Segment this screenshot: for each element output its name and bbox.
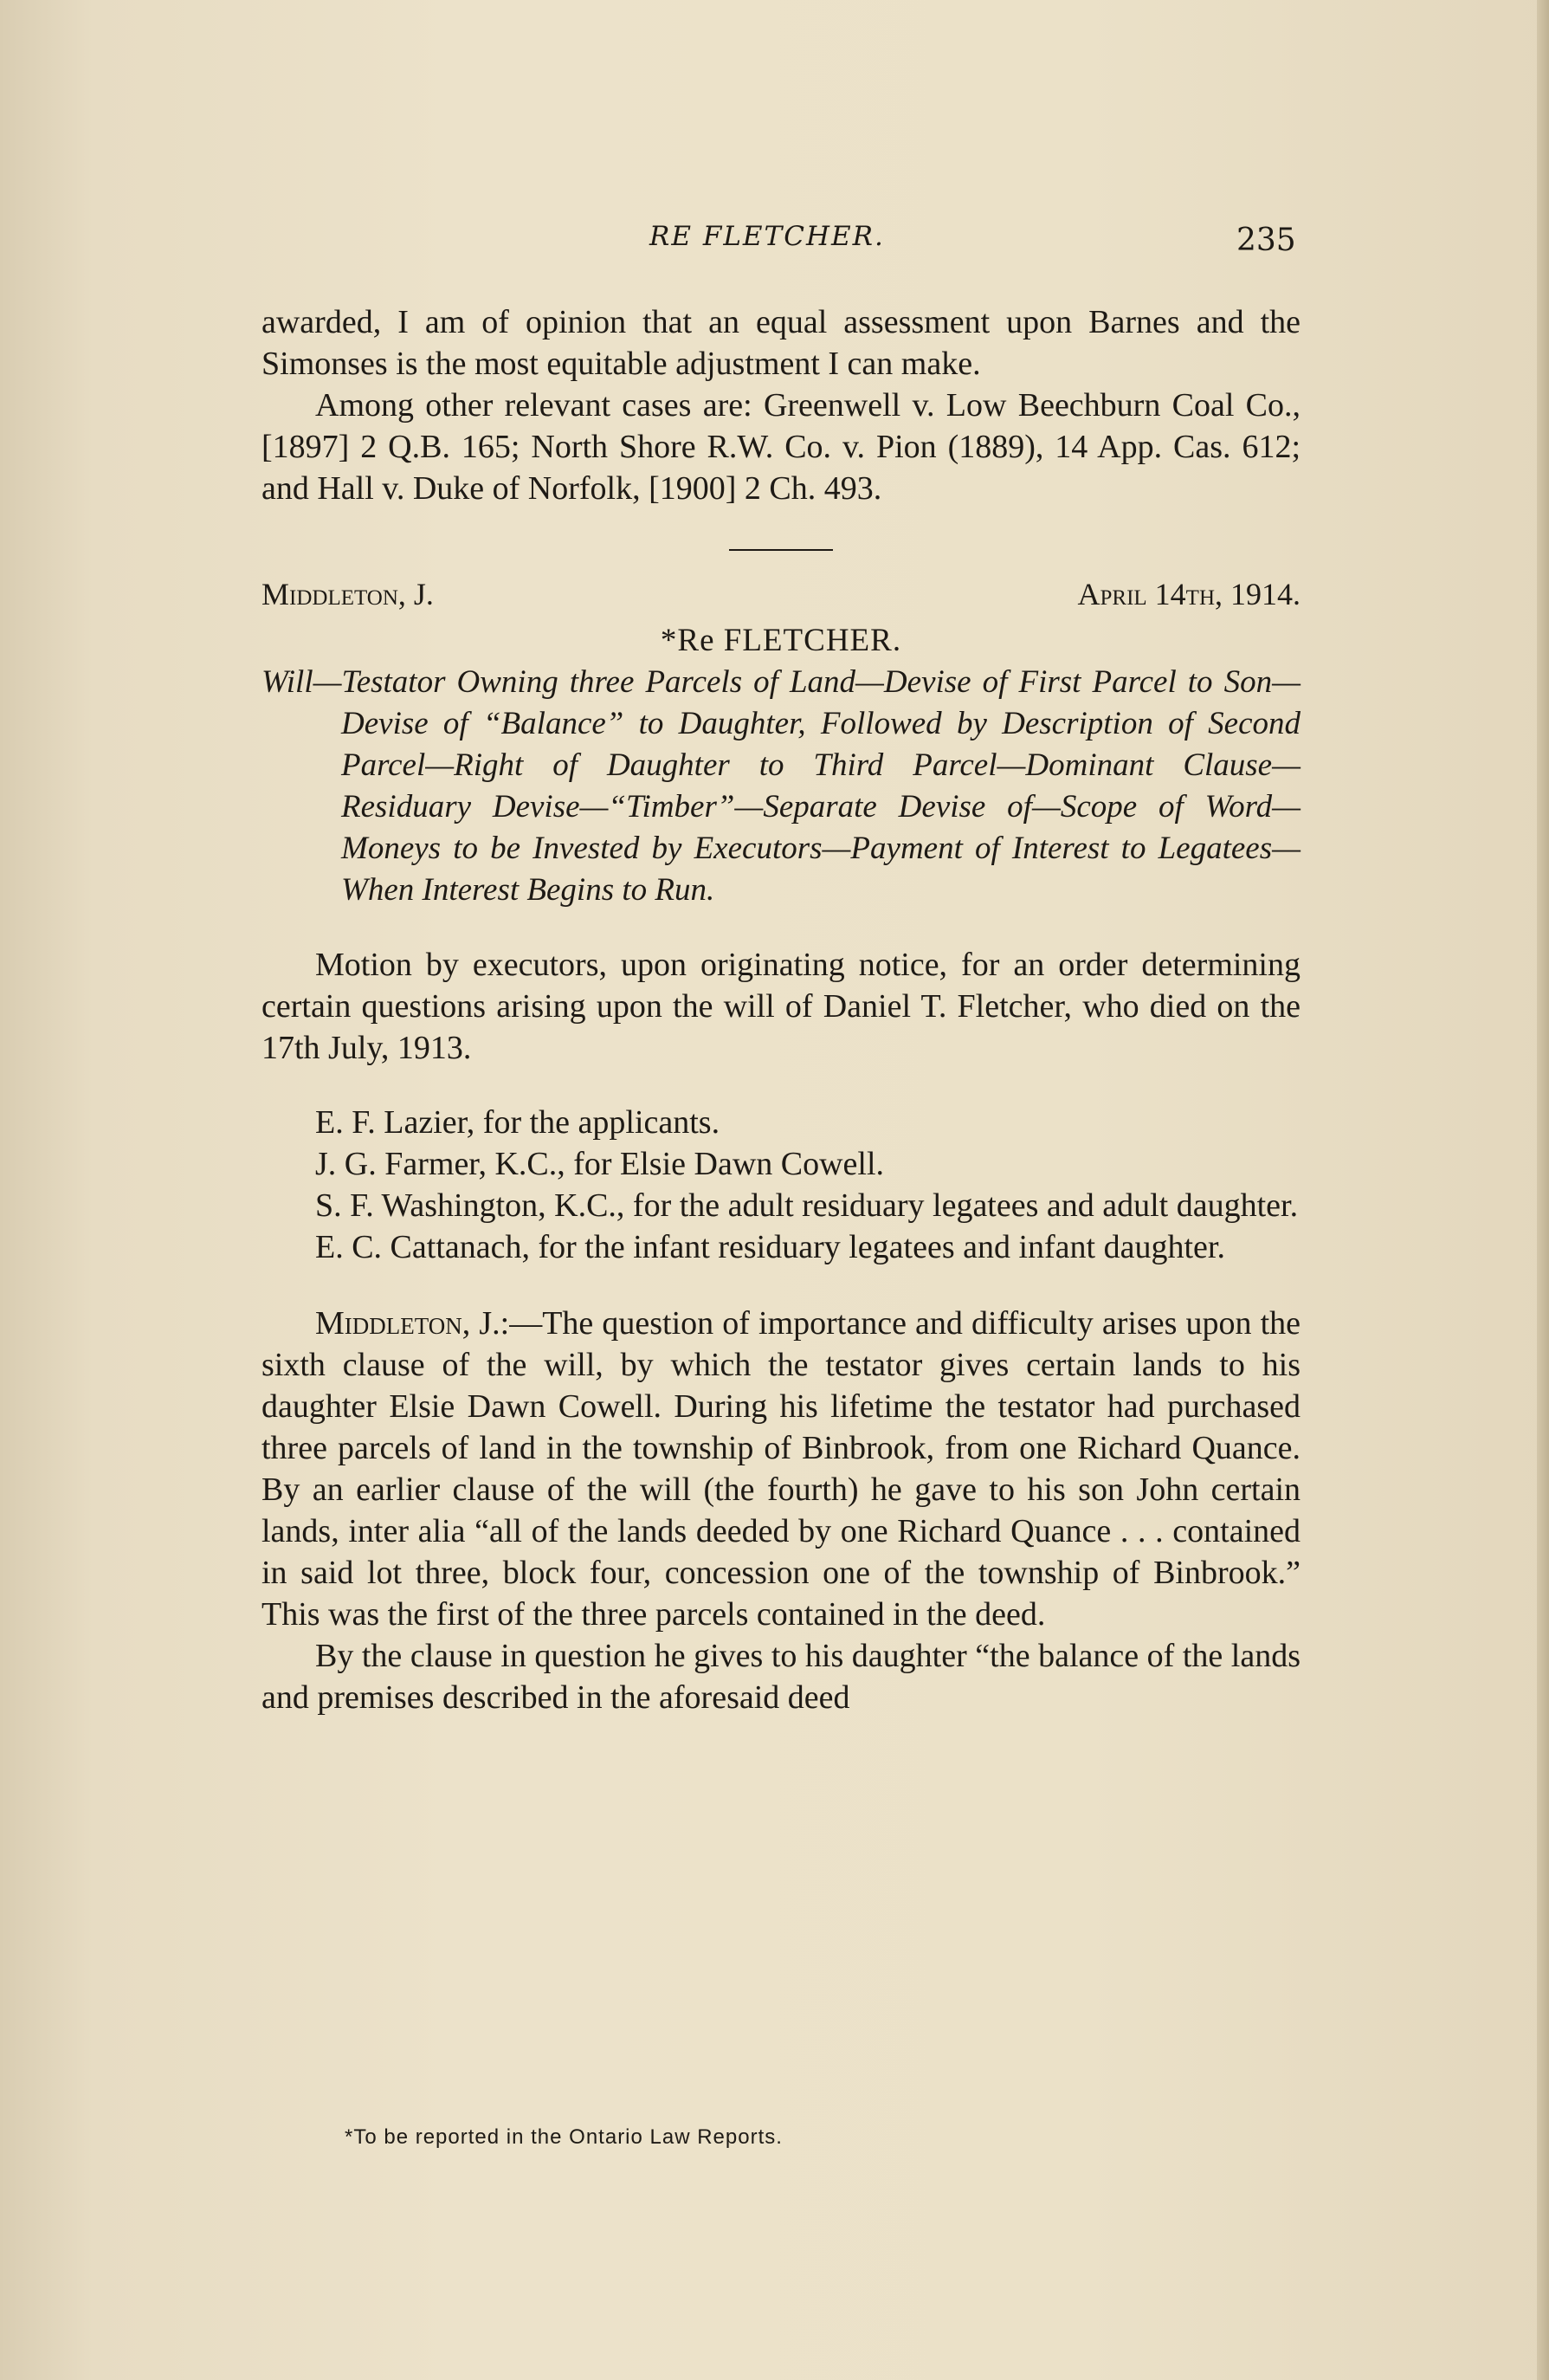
case-title: *Re FLETCHER. <box>660 623 902 658</box>
page-edge <box>1537 0 1549 2380</box>
judge-name: Middleton, J. <box>261 577 434 611</box>
paragraph-cases: Among other relevant cases are: Greenwell v. Low Beechburn Coal Co., [1897] 2 Q.B. 165; North Shore R.W. Co. v. Pion (1889), 14 App. Cas. 612; and Hall v. Duke of Norfolk, [1900] 2 Ch. 493. <box>261 387 1301 507</box>
spacer <box>261 911 1301 944</box>
motion-paragraph: Motion by executors, upon originating notice, for an order determining certain questions arising upon the will of Daniel T. Fletcher, who died on the 17th July, 1913. <box>261 947 1301 1066</box>
case-line <box>261 573 1301 615</box>
counsel-line: E. C. Cattanach, for the infant residuary legatees and infant daughter. <box>315 1229 1225 1265</box>
page-header <box>0 221 1549 264</box>
paragraph-continued: awarded, I am of opinion that an equal assessment upon Barnes and the Simonses is the most equitable adjustment I can make. <box>261 304 1301 382</box>
judgment-text: :—The question of importance and difficulty arises upon the sixth clause of the will, by which the testator gives certain lands to his daughter Elsie Dawn Cowell. During his lifetime the testator had purchased three parcels of land in the township of Binbrook, from one Richard Quance. By an earlier clause of the will (the fourth) he gave to his son John certain lands, inter alia “all of the lands deeded by one Richard Quance . . . contained in said lot three, block four, concession one of the township of Binbrook.” This was the first of the three parcels contained in the deed. <box>261 1305 1301 1633</box>
counsel-line: S. F. Washington, K.C., for the adult residuary legatees and adult daughter. <box>315 1187 1299 1224</box>
spacer <box>261 1268 1301 1303</box>
page-number: 235 <box>1236 223 1296 258</box>
page-body <box>261 301 1301 1718</box>
headnote: Will—Testator Owning three Parcels of Land—Devise of First Parcel to Son—Devise of “Balance” to Daughter, Followed by Description of Second Parcel—Right of Daughter to Third Parcel—Dominant Clause—Residuary Devise—“Timber”—Separate Devise of—Scope of Word—Moneys to be Invested by Executors—Payment of Interest to Legatees—When Interest Begins to Run. <box>261 664 1301 908</box>
counsel-line: J. G. Farmer, K.C., for Elsie Dawn Cowell. <box>315 1146 885 1182</box>
running-title: RE FLETCHER. <box>649 221 885 252</box>
judgment-paragraph-2: By the clause in question he gives to his daughter “the balance of the lands and premises described in the aforesaid deed <box>261 1638 1301 1716</box>
spacer <box>261 1069 1301 1102</box>
footnote: *To be reported in the Ontario Law Reports. <box>345 2125 783 2149</box>
judgment-paragraph <box>261 1303 1301 1635</box>
section-divider <box>729 549 833 551</box>
case-date: April 14th, 1914. <box>1077 577 1301 611</box>
judgment-judge: Middleton, J. <box>315 1305 500 1342</box>
counsel-line: E. F. Lazier, for the applicants. <box>315 1104 720 1141</box>
